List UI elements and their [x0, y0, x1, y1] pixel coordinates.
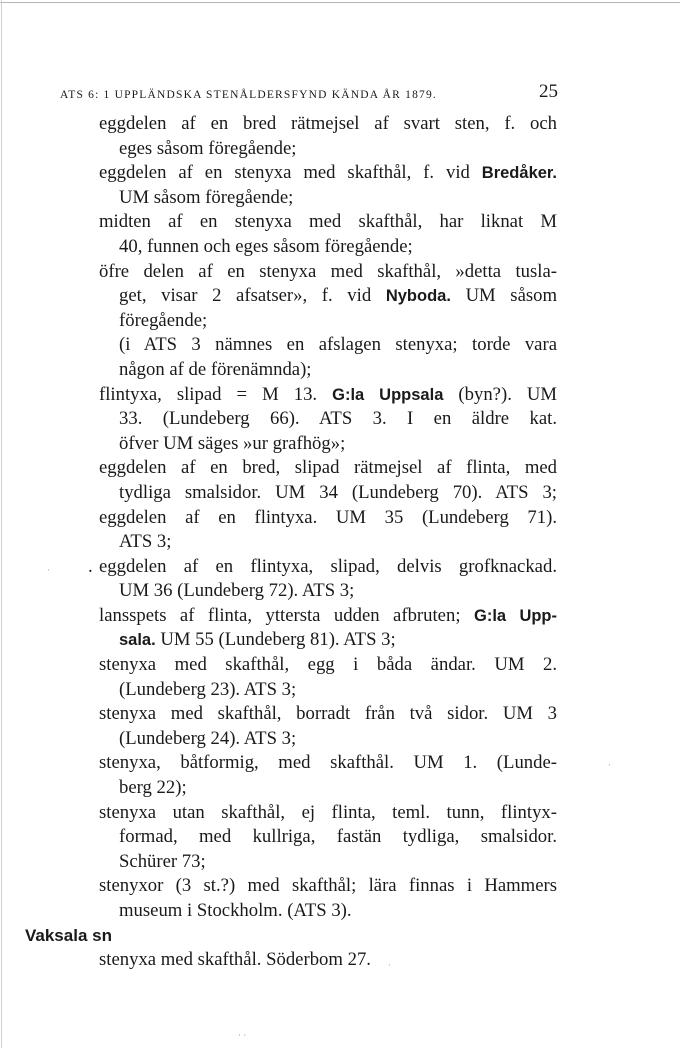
entry-list [0, 112, 680, 973]
text-line: eggdelen af en stenyxa med skafthål, f. vid Bredåker. [99, 162, 558, 184]
text-line: (Lundeberg 23). ATS 3; [119, 678, 297, 700]
text-line: sala. UM 55 (Lundeberg 81). ATS 3; [119, 629, 396, 651]
text-line: (i ATS 3 nämnes en afslagen stenyxa; torde vara [119, 334, 557, 356]
text-line: UM 36 (Lundeberg 72). ATS 3; [119, 580, 355, 602]
text-line: berg 22); [119, 777, 187, 799]
text-line: någon af de förenämnda); [119, 358, 312, 380]
place-name: sala. [119, 631, 156, 650]
running-title: ATS 6: 1 UPPLÄNDSKA STENÅLDERSFYND KÄNDA ÅR 1879. [60, 89, 438, 101]
place-name: G:la Upp- [473, 606, 558, 625]
scan-speck: · [388, 960, 391, 970]
text-line: ATS 3; [119, 531, 172, 553]
text-line: lansspets af flinta, yttersta udden afbruten; G:la Upp- [99, 604, 558, 626]
text-line: Schürer 73; [119, 850, 206, 872]
text-line: stenyxa med skafthål. Söderbom 27. [99, 949, 371, 971]
text-line: eggdelen af en bred rätmejsel af svart sten, f. och [99, 113, 557, 134]
section-heading: Vaksala sn [25, 925, 112, 945]
text-line: get, visar 2 afsatser», f. vid Nyboda. UM såsom [119, 285, 558, 307]
text-line: stenyxa med skafthål, borradt från två sidor. UM 3 [99, 703, 557, 725]
text-line: 33. (Lundeberg 66). ATS 3. I en äldre kat. [119, 408, 557, 430]
text-line: föregående; [119, 309, 208, 331]
text-line: eggdelen af en bred, slipad rätmejsel af flinta, med [99, 457, 557, 479]
text-line: museum i Stockholm. (ATS 3). [119, 900, 352, 921]
text-line: (Lundeberg 24). ATS 3; [119, 727, 297, 749]
text-line: formad, med kullriga, fastän tydliga, smalsidor. [119, 826, 557, 848]
page-number: 25 [539, 81, 558, 102]
place-name: G:la Uppsala [332, 385, 444, 404]
scan-edge-top [0, 2, 680, 3]
margin-mark: . [88, 555, 93, 577]
text-line: stenyxa, båtformig, med skafthål. UM 1. (Lunde- [99, 752, 557, 774]
text-line: flintyxa, slipad = M 13. G:la Uppsala (byn?). UM [99, 383, 558, 405]
text-line: 40, funnen och eges såsom föregående; [119, 235, 413, 257]
place-name: Bredåker. [481, 164, 558, 183]
text-line: UM såsom föregående; [119, 186, 294, 208]
running-header [60, 82, 558, 104]
text-line: midten af en stenyxa med skafthål, har liknat M [99, 211, 557, 233]
text-line: stenyxa med skafthål, egg i båda ändar. UM 2. [99, 654, 557, 676]
text-line: öfre delen af en stenyxa med skafthål, »detta tusla- [99, 260, 557, 282]
text-line: eges såsom föregående; [119, 137, 297, 159]
text-line: stenyxor (3 st.?) med skafthål; lära finnas i Hammers [99, 875, 557, 897]
scan-speck: · [47, 565, 50, 575]
text-line: eggdelen af en flintyxa. UM 35 (Lundeberg 71). [99, 506, 557, 528]
scan-speck: · · [238, 1030, 247, 1040]
text-line: öfver UM säges »ur grafhög»; [119, 432, 346, 454]
text-line: tydliga smalsidor. UM 34 (Lundeberg 70). ATS 3; [119, 481, 557, 503]
text-line: . eggdelen af en flintyxa, slipad, delvis grofknackad. [0, 555, 557, 580]
scan-speck: · [608, 760, 611, 770]
place-name: Nyboda. [385, 287, 451, 306]
text-line: stenyxa utan skafthål, ej flinta, teml. tunn, flintyx- [99, 801, 557, 823]
